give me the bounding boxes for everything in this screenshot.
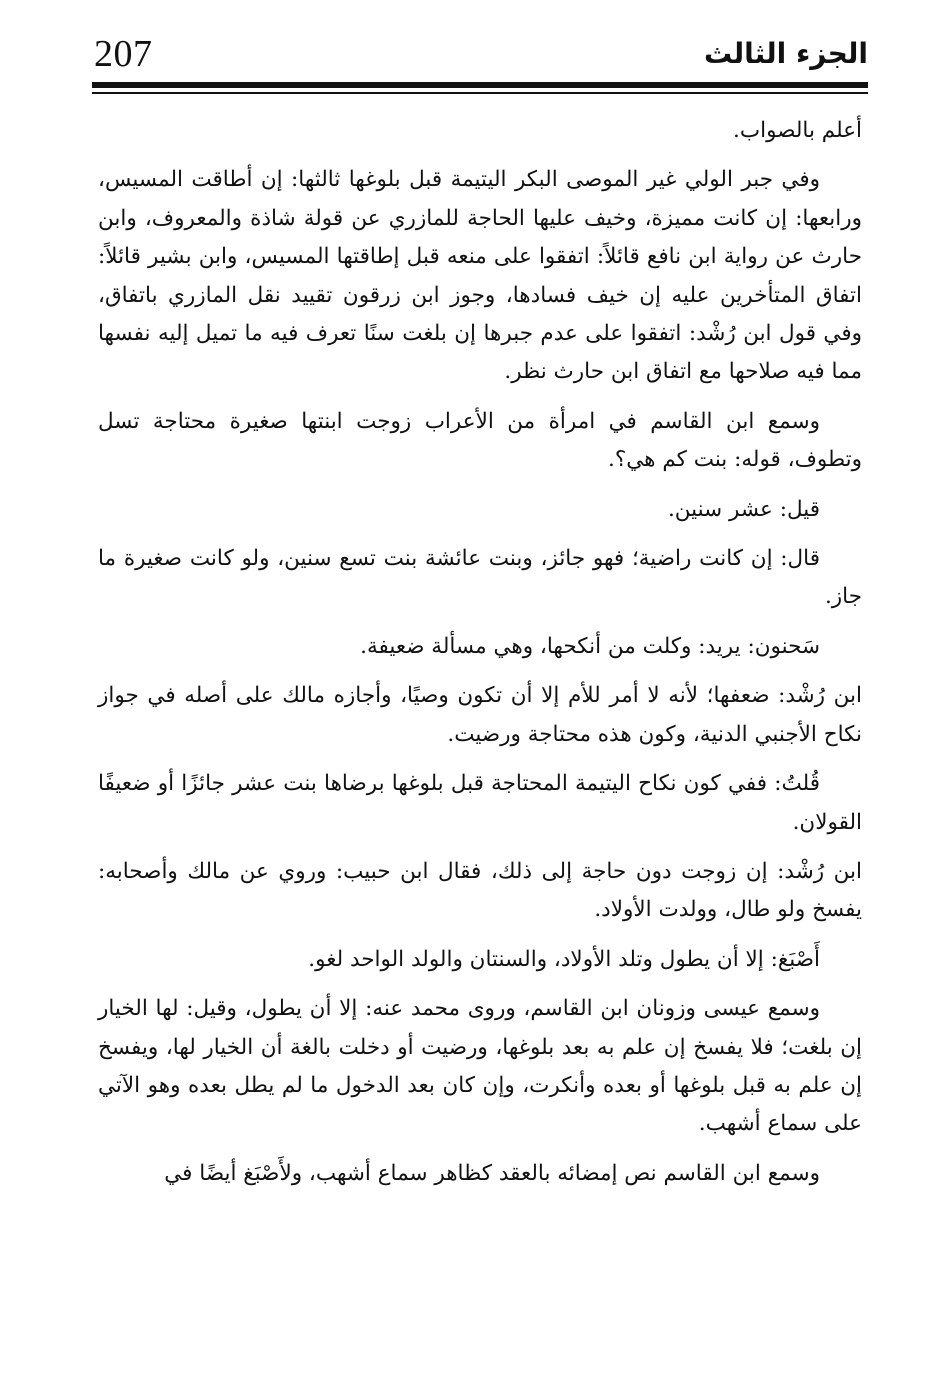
paragraph: وسمع عيسى وزونان ابن القاسم، وروى محمد عنه: إلا أن يطول، وقيل: لها الخيار إن بلغت؛ فلا يفسخ إن علم به بعد بلوغها، ورضيت أو دخلت بالغة أن الخيار لها، ويفسخ إن علم به قبل بلوغها أو بعده وأنكرت، وإن كان بعد الدخول ما لم يطل بعده وهو الآتي على سماع أشهب. <box>98 996 862 1137</box>
paragraph: قُلتُ: ففي كون نكاح اليتيمة المحتاجة قبل بلوغها برضاها بنت عشر جائزًا أو ضعيفًا القولان. <box>98 771 862 835</box>
paragraph: ابن رُشْد: ضعفها؛ لأنه لا أمر للأم إلا أن تكون وصيًا، وأجازه مالك على أصله في جواز نكاح الأجنبي الدنية، وكون هذه محتاجة ورضيت. <box>98 683 862 747</box>
running-title: الجزء الثالث <box>704 37 868 70</box>
paragraph: قيل: عشر سنين. <box>667 496 820 522</box>
header-rule-thin <box>92 92 868 94</box>
page-header <box>92 30 868 82</box>
body-text <box>98 112 862 1204</box>
paragraph: ابن رُشْد: إن زوجت دون حاجة إلى ذلك، فقال ابن حبيب: وروي عن مالك وأصحابه: يفسخ ولو طال، وولدت الأولاد. <box>98 858 862 923</box>
header-rule-thick <box>92 82 868 88</box>
paragraph: أَصْبَغ: إلا أن يطول وتلد الأولاد، والسنتان والولد الواحد لغو. <box>308 946 820 972</box>
paragraph: وسمع ابن القاسم نص إمضائه بالعقد كظاهر سماع أشهب، ولأَصْبَغ أيضًا في <box>164 1160 820 1186</box>
paragraph: وسمع ابن القاسم في امرأة من الأعراب زوجت ابنتها صغيرة محتاجة تسل وتطوف، قوله: بنت كم هي؟. <box>98 408 862 473</box>
paragraph: وفي جبر الولي غير الموصى البكر اليتيمة قبل بلوغها ثالثها: إن أطاقت المسيس، ورابعها: إن كانت مميزة، وخيف عليها الحاجة للمازري عن قولة شاذة والمعروف، وابن حارث عن رواية ابن نافع قائلاً: اتفقوا على منعه قبل إطاقتها المسيس، وابن بشير قائلاً: اتفاق المتأخرين عليه إن خيف فسادها، وجوز ابن زرقون تقييد نقل المازري باتفاق، وفي قول ابن رُشْد: اتفقوا على عدم جبرها إن بلغت سنًا تعرف فيه ما تميل إليه نفسها مما فيه صلاحها مع اتفاق ابن حارث نظر. <box>98 167 862 385</box>
paragraph: قال: إن كانت راضية؛ فهو جائز، وبنت عائشة بنت تسع سنين، ولو كانت صغيرة ما جاز. <box>98 546 862 610</box>
page-number: 207 <box>94 33 153 75</box>
paragraph: أعلم بالصواب. <box>733 118 862 143</box>
paragraph: سَحنون: يريد: وكلت من أنكحها، وهي مسألة ضعيفة. <box>360 633 820 659</box>
